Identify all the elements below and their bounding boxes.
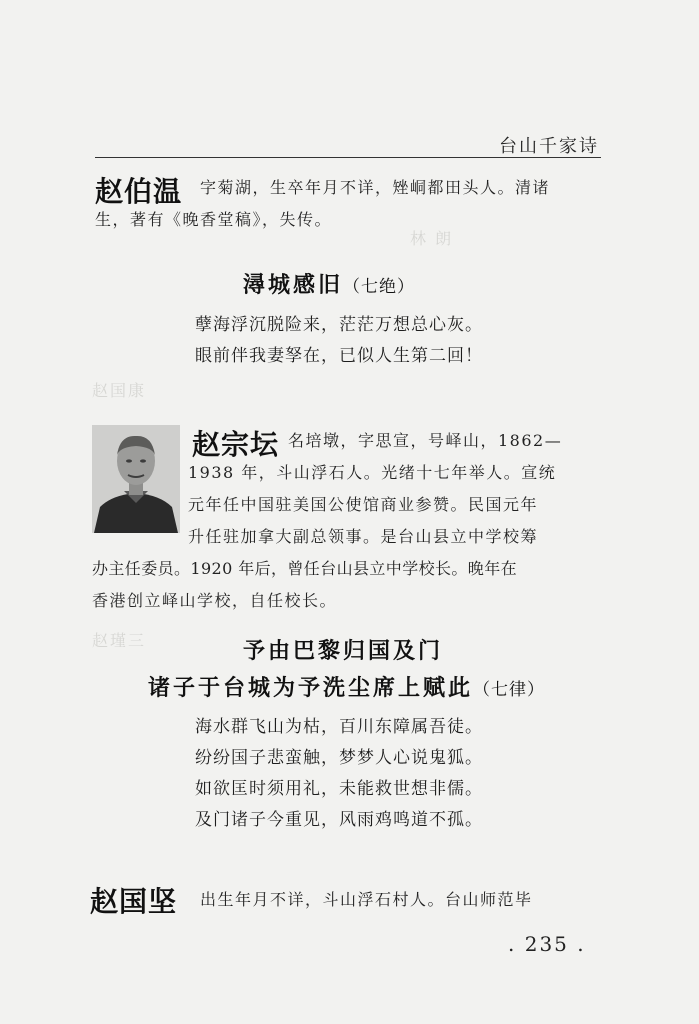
poem-title (243, 268, 415, 299)
running-header: 台山千家诗 (499, 136, 599, 157)
portrait-figure (92, 425, 180, 533)
entry-bio-line: 出生年月不详，斗山浮石村人。台山师范毕 (200, 890, 533, 909)
entry-name: 赵宗坛 (192, 428, 280, 461)
bleed-through-text: 林 朗 (410, 229, 454, 248)
poem-line: 如欲匡时须用礼，未能救世想非儒。 (195, 779, 483, 799)
poem-line: 孽海浮沉脱险来，茫茫万想总心灰。 (195, 315, 483, 335)
entry-bio-line: 升任驻加拿大副总领事。是台山县立中学校筹 (188, 527, 539, 546)
poem-title-line: 予由巴黎归国及门 (243, 639, 444, 664)
poem-title-text: 诸子于台城为予洗尘席上赋此 (148, 676, 474, 701)
page-number: . 235 . (508, 932, 586, 956)
poem-title (148, 671, 545, 702)
poem-line: 海水群飞山为枯，百川东障属吾徒。 (195, 717, 483, 737)
portrait-photo (92, 425, 180, 533)
entry-name: 赵国坚 (90, 885, 178, 918)
entry-bio-line: 字菊湖，生卒年月不详，矬峒都田头人。清诸 (200, 178, 551, 197)
entry-bio-line: 办主任委员。1920 年后，曾任台山县立中学校长。晚年在 (92, 559, 518, 578)
poem-line: 及门诸子今重见，风雨鸡鸣道不孤。 (195, 810, 483, 830)
poem-form: （七律） (473, 680, 546, 700)
entry-name: 赵伯温 (95, 175, 183, 208)
entry-bio-line: 香港创立峄山学校，自任校长。 (92, 591, 338, 610)
poem-line: 纷纷国子悲蛮触，梦梦人心说鬼狐。 (195, 748, 483, 768)
poem-line: 眼前伴我妻孥在，已似人生第二回！ (195, 346, 483, 366)
entry-bio-line: 生，著有《晚香堂稿》，失传。 (95, 210, 333, 229)
bleed-through-text: 赵瑾三 (92, 631, 147, 650)
entry-bio-line: 名培墩，字思宣，号峄山，1862— (288, 431, 563, 450)
entry-bio-line: 元年任中国驻美国公使馆商业参赞。民国元年 (188, 495, 539, 514)
poem-title-text: 潯城感旧 (243, 273, 344, 298)
bleed-through-text: 赵国康 (92, 381, 147, 400)
entry-bio-line: 1938 年，斗山浮石人。光绪十七年举人。宣统 (188, 463, 557, 482)
header-rule (95, 157, 601, 158)
poem-form: （七绝） (343, 277, 416, 297)
